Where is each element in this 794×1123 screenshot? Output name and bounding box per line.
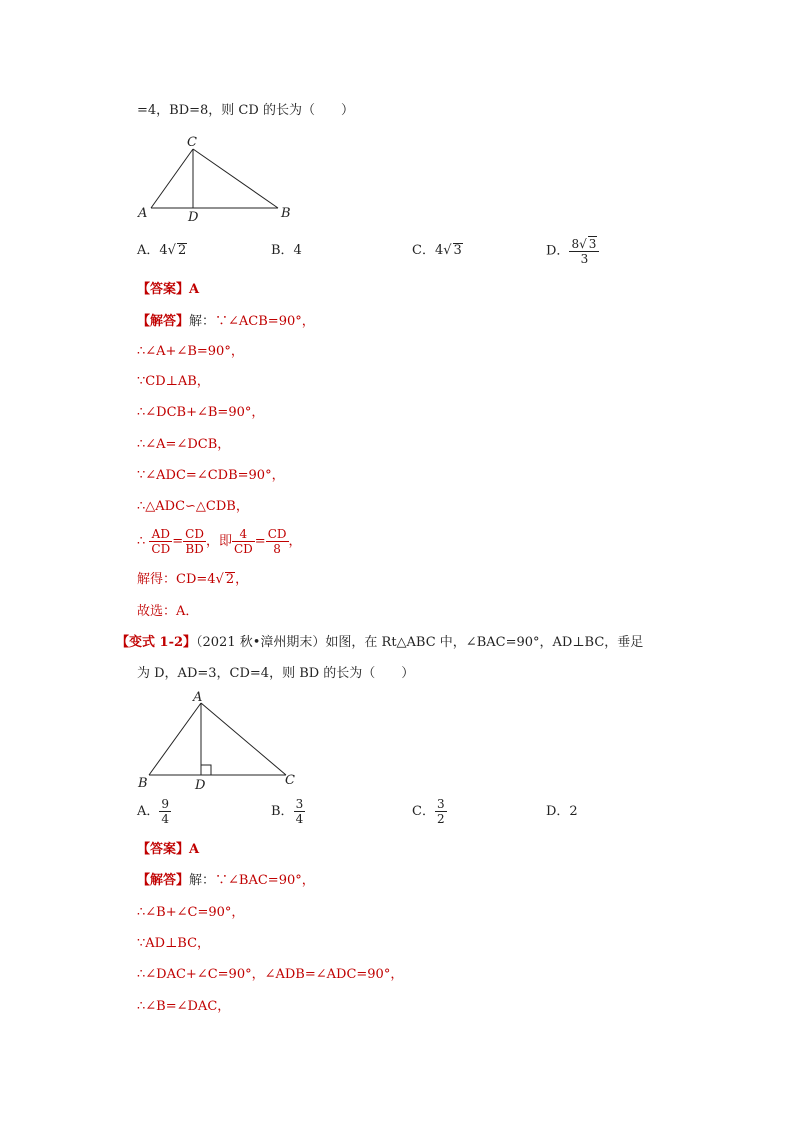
q2-label-d: D [195,778,206,792]
q1-solution-line3: ∵CD⊥AB， [137,374,210,389]
q1-solution-line9: 解得：CD=4√ 2， [137,572,249,587]
q1-solution-line1: 【解答】解：∵∠ACB=90°， [137,314,315,329]
q2-solution-line1: 【解答】解：∵∠BAC=90°， [137,873,315,888]
q2-answer: 【答案】A [137,842,200,857]
q2-solution-line2: ∴∠B+∠C=90°， [137,905,245,920]
q1-stem-tail: =4，BD=8，则 CD 的长为（ ） [137,103,354,118]
q2-side-ac [201,703,286,775]
q2-option-a: A． $\frac{9}{4}$ [137,797,170,826]
q1-side-ac [151,149,193,208]
q1-label-d: D [188,210,199,225]
q1-solution-line4: ∴∠DCB+∠B=90°， [137,405,265,420]
q2-triangle-figure [135,688,305,792]
q1-option-c: C．4√ 3 [412,243,462,258]
q2-solution-line3: ∵AD⊥BC， [137,936,211,951]
q2-option-c: C． $\frac{3}{2}$ [412,797,445,826]
q1-solution-line2: ∴∠A+∠B=90°， [137,344,244,359]
q1-solution-line5: ∴∠A=∠DCB， [137,437,231,452]
q2-label-a: A [193,690,203,705]
q1-option-a: A．4√ 2 [137,243,187,258]
q2-right-angle-mark [201,765,211,775]
q1-label-b: B [281,206,291,221]
q1-answer: 【答案】A [137,282,200,297]
q2-stem-line2: 为 D，AD=3，CD=4，则 BD 的长为（ ） [137,666,415,681]
q1-label-c: C [187,135,197,150]
q2-option-b: B． $\frac{3}{4}$ [271,797,304,826]
q1-label-a: A [138,206,148,221]
q2-side-ab [149,703,201,775]
q2-label-c: C [285,773,295,788]
q1-option-b: B．4 [271,243,302,258]
q1-side-cb [193,149,278,208]
q2-label-b: B [138,776,148,791]
q1-triangle-figure [135,133,305,225]
q2-option-d: D．2 [546,804,578,819]
q1-solution-line8: ∴ $\frac{AD}{CD}$ = $\frac{CD}{BD}$ ，即 $\frac{4}{CD}$ = $\frac{CD}{8}$ ， [137,527,302,556]
q2-stem-line1: 【变式 1-2】（2021 秋•漳州期末）如图，在 Rt△ABC 中，∠BAC=90°，AD⊥BC，垂足 [116,635,644,650]
q2-solution-line4: ∴∠DAC+∠C=90°，∠ADB=∠ADC=90°， [137,967,404,982]
q1-solution-line7: ∴△ADC∽△CDB， [137,499,249,514]
q2-solution-line5: ∴∠B=∠DAC， [137,999,231,1014]
q1-solution-line10: 故选：A． [137,604,199,619]
q1-solution-line6: ∵∠ADC=∠CDB=90°， [137,468,285,483]
q1-option-d: D． $\frac{8√ 3}{3}$ [546,236,599,266]
